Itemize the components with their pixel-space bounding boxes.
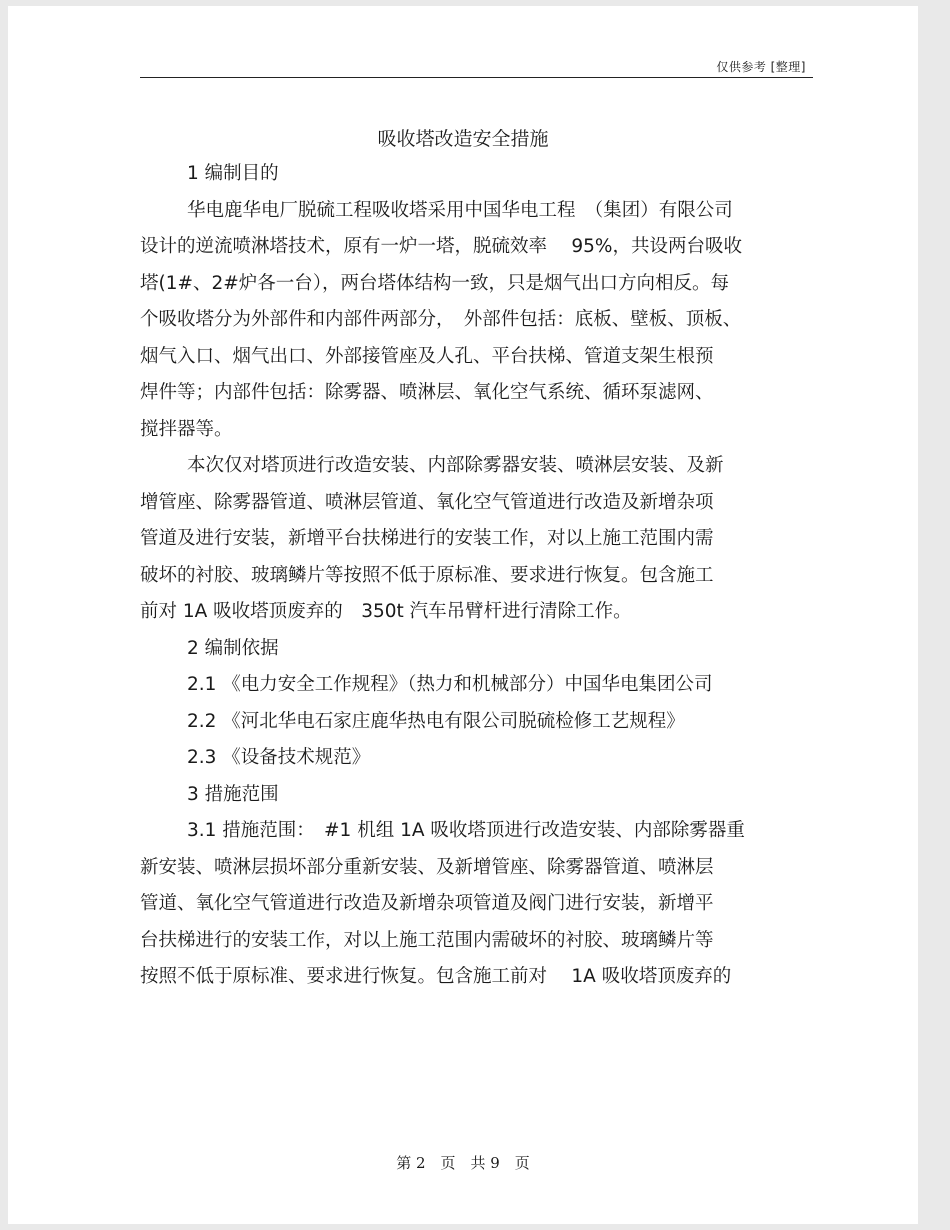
body-line: 搅拌器等。: [140, 418, 233, 440]
document-page: [8, 6, 918, 1224]
body-line: 本次仅对塔顶进行改造安装、内部除雾器安装、喷淋层安装、及新: [187, 455, 724, 476]
body-line: 2.3 《设备技术规范》: [187, 747, 371, 768]
body-line: 塔(1#、2#炉各一台），两台塔体结构一致，只是烟气出口方向相反。每: [140, 272, 730, 294]
body-line: 2 编制依据: [187, 637, 279, 659]
body-line: 破坏的衬胶、玻璃鳞片等按照不低于原标准、要求进行恢复。包含施工: [140, 564, 714, 586]
body-line: 2.1 《电力安全工作规程》（热力和机械部分）中国华电集团公司: [187, 674, 713, 695]
body-line: 台扶梯进行的安装工作，对以上施工范围内需破坏的衬胶、玻璃鳞片等: [140, 929, 714, 951]
body-line: 增管座、除雾器管道、喷淋层管道、氧化空气管道进行改造及新增杂项: [140, 491, 714, 513]
body-line: 管道及进行安装，新增平台扶梯进行的安装工作，对以上施工范围内需: [140, 528, 714, 549]
body-line: 设计的逆流喷淋塔技术，原有一炉一塔，脱硫效率 95%，共设两台吸收: [140, 236, 743, 257]
body-line: 按照不低于原标准、要求进行恢复。包含施工前对 1A 吸收塔顶废弃的: [140, 966, 732, 987]
page-footer: 第 2 页 共 9 页: [396, 1154, 530, 1172]
body-line: 3.1 措施范围： #1 机组 1A 吸收塔顶进行改造安装、内部除雾器重: [187, 820, 745, 841]
header-note: 仅供参考 [整理]: [716, 60, 806, 74]
body-line: 烟气入口、烟气出口、外部接管座及人孔、平台扶梯、管道支架生根预: [140, 345, 714, 367]
body-line: 新安装、喷淋层损坏部分重新安装、及新增管座、除雾器管道、喷淋层: [140, 856, 714, 878]
body-line: 管道、氧化空气管道进行改造及新增杂项管道及阀门进行安装，新增平: [140, 893, 714, 914]
document-body: [140, 156, 820, 996]
body-line: 2.2 《河北华电石家庄鹿华热电有限公司脱硫检修工艺规程》: [187, 710, 685, 732]
body-line: 焊件等；内部件包括：除雾器、喷淋层、氧化空气系统、循环泵滤网、: [140, 382, 714, 403]
header-rule: [140, 77, 813, 78]
body-line: 1 编制目的: [187, 163, 279, 184]
body-line: 前对 1A 吸收塔顶废弃的 350t 汽车吊臂杆进行清除工作。: [140, 601, 632, 622]
body-line: 3 措施范围: [187, 783, 279, 805]
body-line: 个吸收塔分为外部件和内部件两部分， 外部件包括：底板、壁板、顶板、: [140, 309, 742, 330]
body-line: 华电鹿华电厂脱硫工程吸收塔采用中国华电工程 （集团）有限公司: [187, 199, 733, 221]
document-title: 吸收塔改造安全措施: [377, 128, 549, 150]
